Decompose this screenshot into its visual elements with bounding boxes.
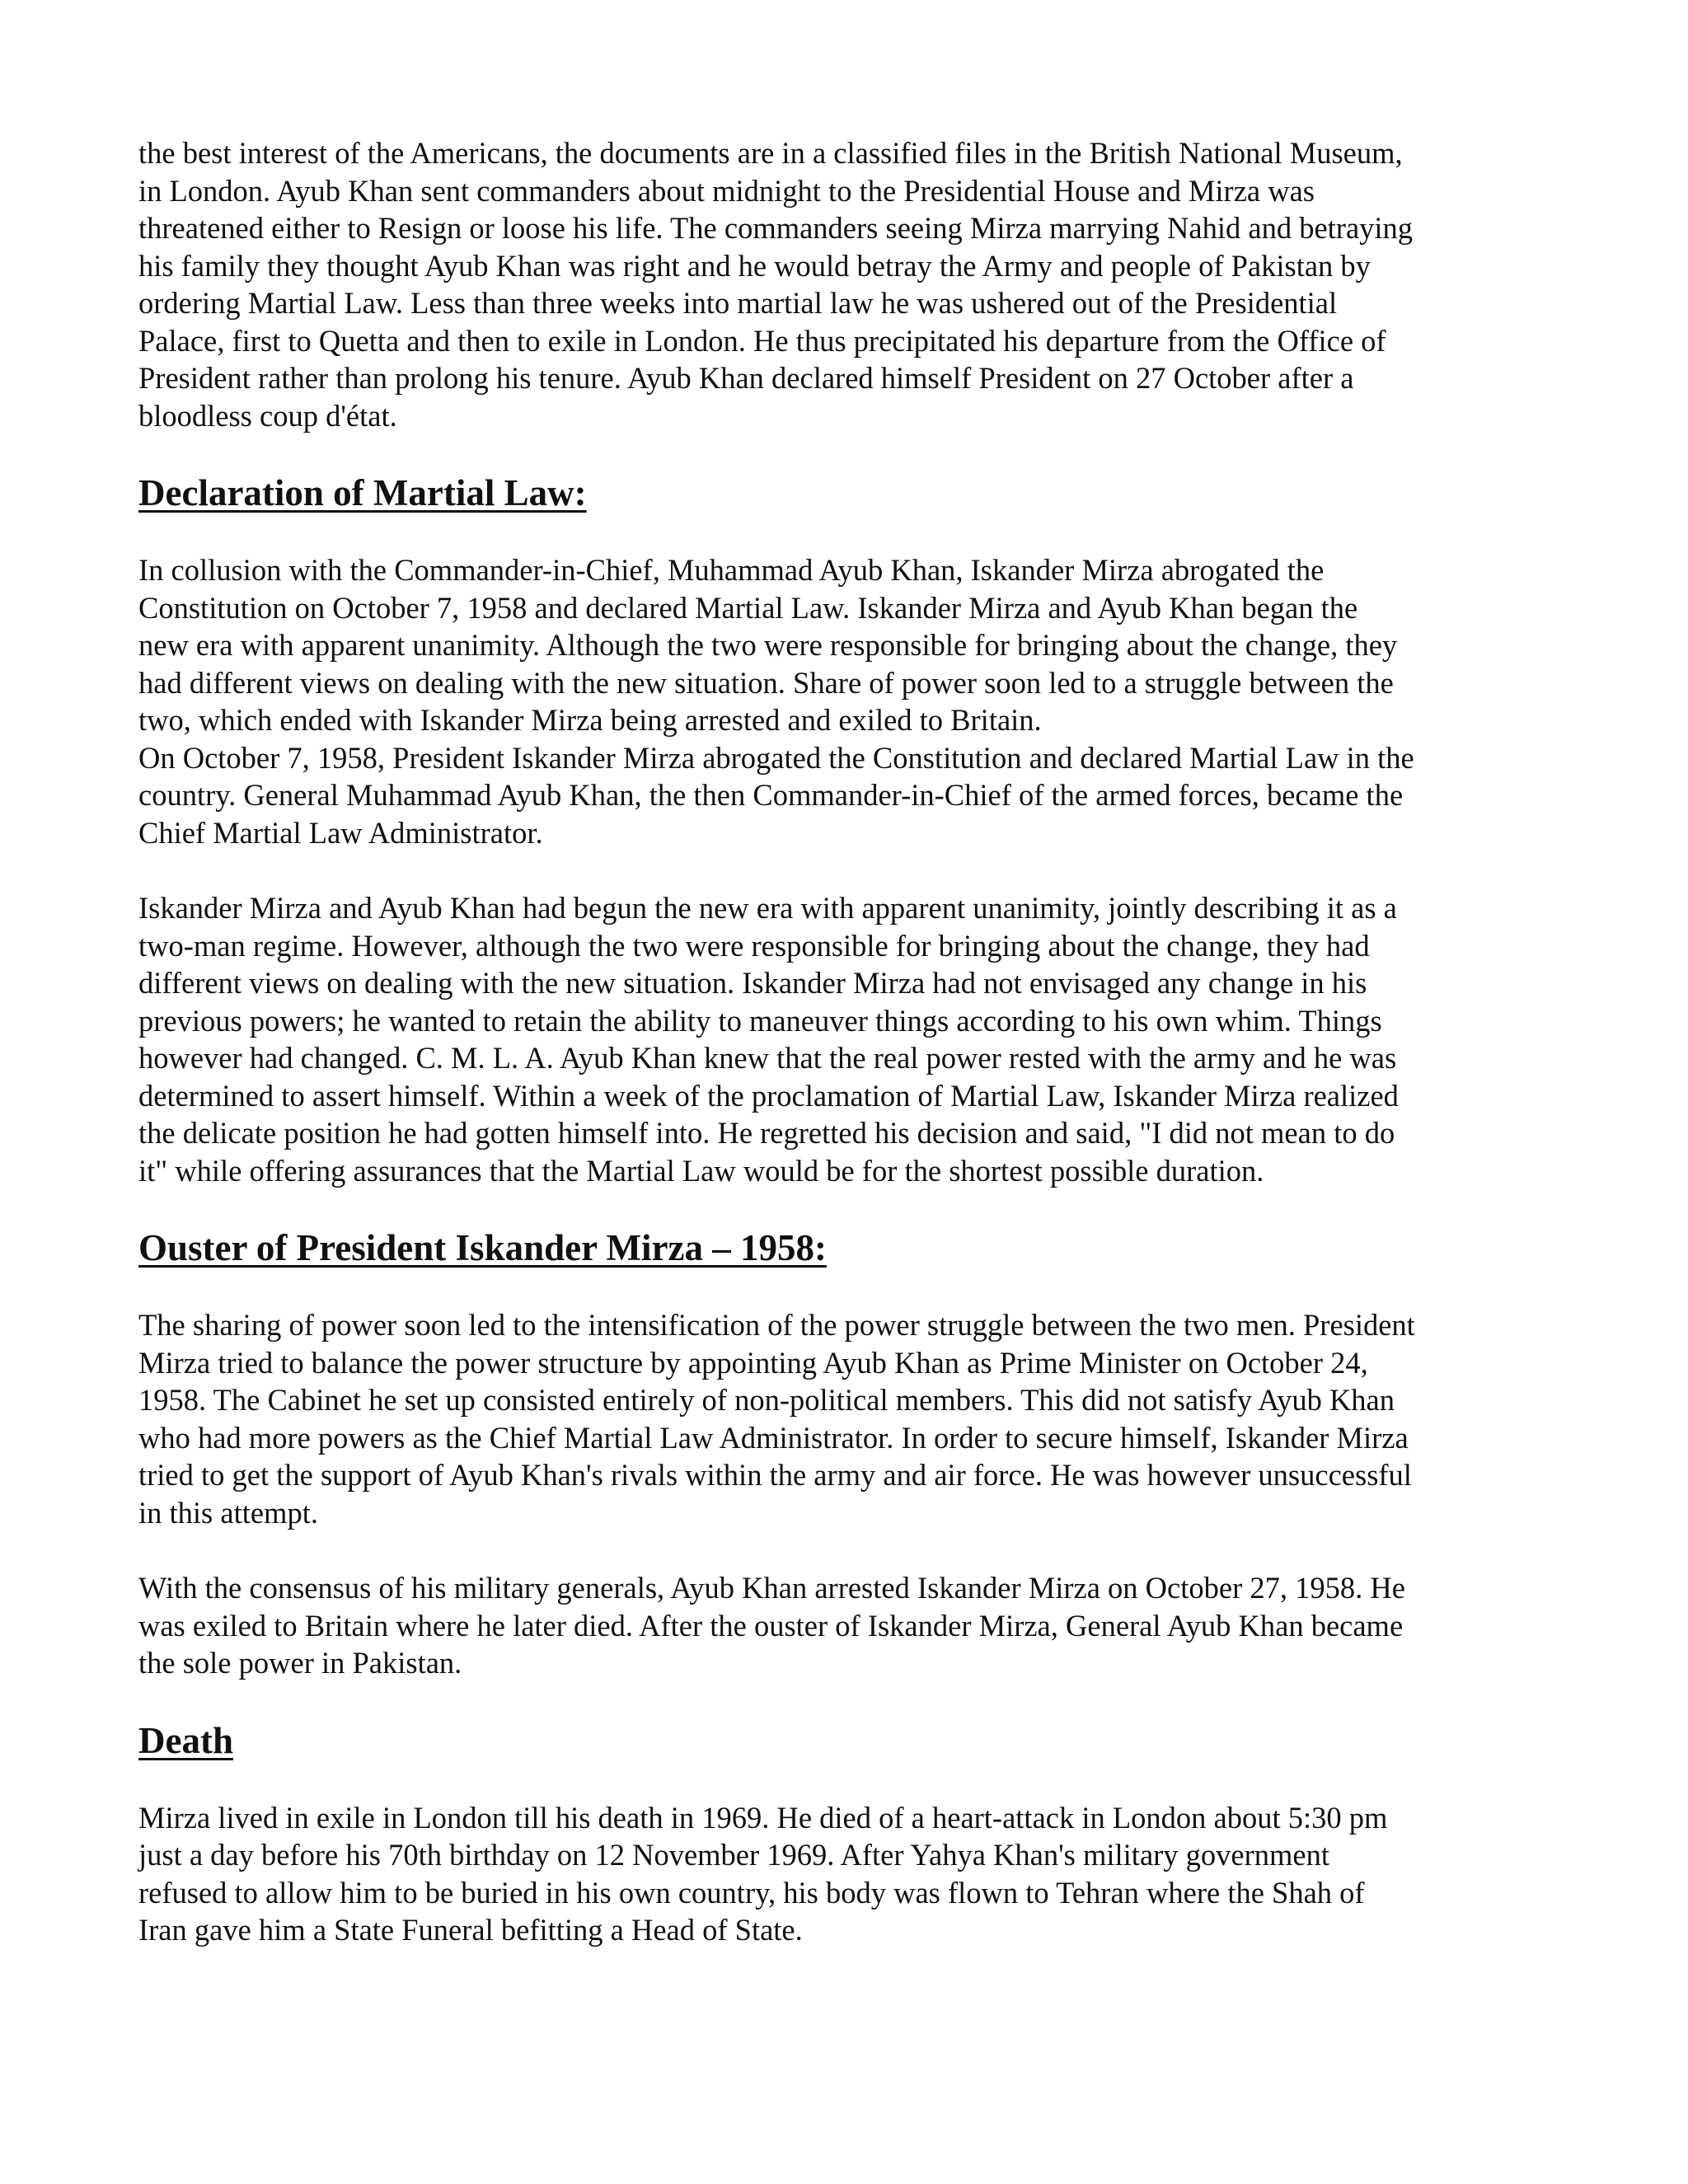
section-heading-ouster: Ouster of President Iskander Mirza – 1958: [138,1227,827,1268]
ouster-paragraph-2: With the consensus of his military generals, Ayub Khan arrested Iskander Mirza on October 27, 1958. He was exiled to Britain where he later died. After the ouster of Iskander Mirza, General Ayub Khan became the sole power in Pakistan. [138,1571,1405,1680]
spacer [138,513,1550,551]
ouster-paragraph-1: The sharing of power soon led to the intensification of the power struggle between the two men. President Mirza tried to balance the power structure by appointing Ayub Khan as Prime Minister on October 24, 1958. The Cabinet he set up consisted entirely of non-political members. This did not satisfy Ayub Khan who had more powers as the Chief Martial Law Administrator. In order to secure himself, Iskander Mirza tried to get the support of Ayub Khan's rivals within the army and air force. He was however unsuccessful in this attempt. [138,1308,1415,1530]
spacer [138,1531,1550,1569]
martial-law-paragraph-1: In collusion with the Commander-in-Chief, Muhammad Ayub Khan, Iskander Mirza abrogated the Constitution on October 7, 1958 and declared Martial Law. Iskander Mirza and Ayub Khan began the new era with apparent unanimity. Although the two were responsible for bringing about the change, they had different views on dealing with the new situation. Share of power soon led to a struggle between the two, which ended with Iskander Mirza being arrested and exiled to Britain. On October 7, 1958, President Iskander Mirza abrogated the Constitution and declared Martial Law in the country. General Muhammad Ayub Khan, the then Commander-in-Chief of the armed forces, became the Chief Martial Law Administrator. [138,553,1414,850]
death-paragraph: Mirza lived in exile in London till his death in 1969. He died of a heart-attack in London about 5:30 pm just a day before his 70th birthday on 12 November 1969. After Yahya Khan's military government refused to allow him to be buried in his own country, his body was flown to Tehran where the Shah of Iran gave him a State Funeral befitting a Head of State. [138,1800,1388,1947]
document-page [138,134,1550,1949]
spacer [138,1682,1550,1720]
spacer [138,434,1550,472]
intro-paragraph: the best interest of the Americans, the documents are in a classified files in the British National Museum, in London. Ayub Khan sent commanders about midnight to the Presidential House and Mirza was threatened either to Resign or loose his life. The commanders seeing Mirza marrying Nahid and betraying his family they thought Ayub Khan was right and he would betray the Army and people of Pakistan by ordering Martial Law. Less than three weeks into martial law he was ushered out of the Presidential Palace, first to Quetta and then to exile in London. He thus precipitated his departure from the Office of President rather than prolong his tenure. Ayub Khan declared himself President on 27 October after a bloodless coup d'état. [138,136,1414,433]
spacer [138,1761,1550,1799]
spacer [138,1189,1550,1227]
spacer [138,851,1550,889]
spacer [138,1268,1550,1306]
section-heading-death: Death [138,1719,233,1761]
martial-law-paragraph-2: Iskander Mirza and Ayub Khan had begun the new era with apparent unanimity, jointly describing it as a two-man regime. However, although the two were responsible for bringing about the change, they had different views on dealing with the new situation. Iskander Mirza had not envisaged any change in his previous powers; he wanted to retain the ability to maneuver things according to his own whim. Things however had changed. C. M. L. A. Ayub Khan knew that the real power rested with the army and he was determined to assert himself. Within a week of the proclamation of Martial Law, Iskander Mirza realized the delicate position he had gotten himself into. He regretted his decision and said, "I did not mean to do it" while offering assurances that the Martial Law would be for the shortest possible duration. [138,891,1399,1188]
section-heading-martial-law: Declaration of Martial Law: [138,472,587,513]
